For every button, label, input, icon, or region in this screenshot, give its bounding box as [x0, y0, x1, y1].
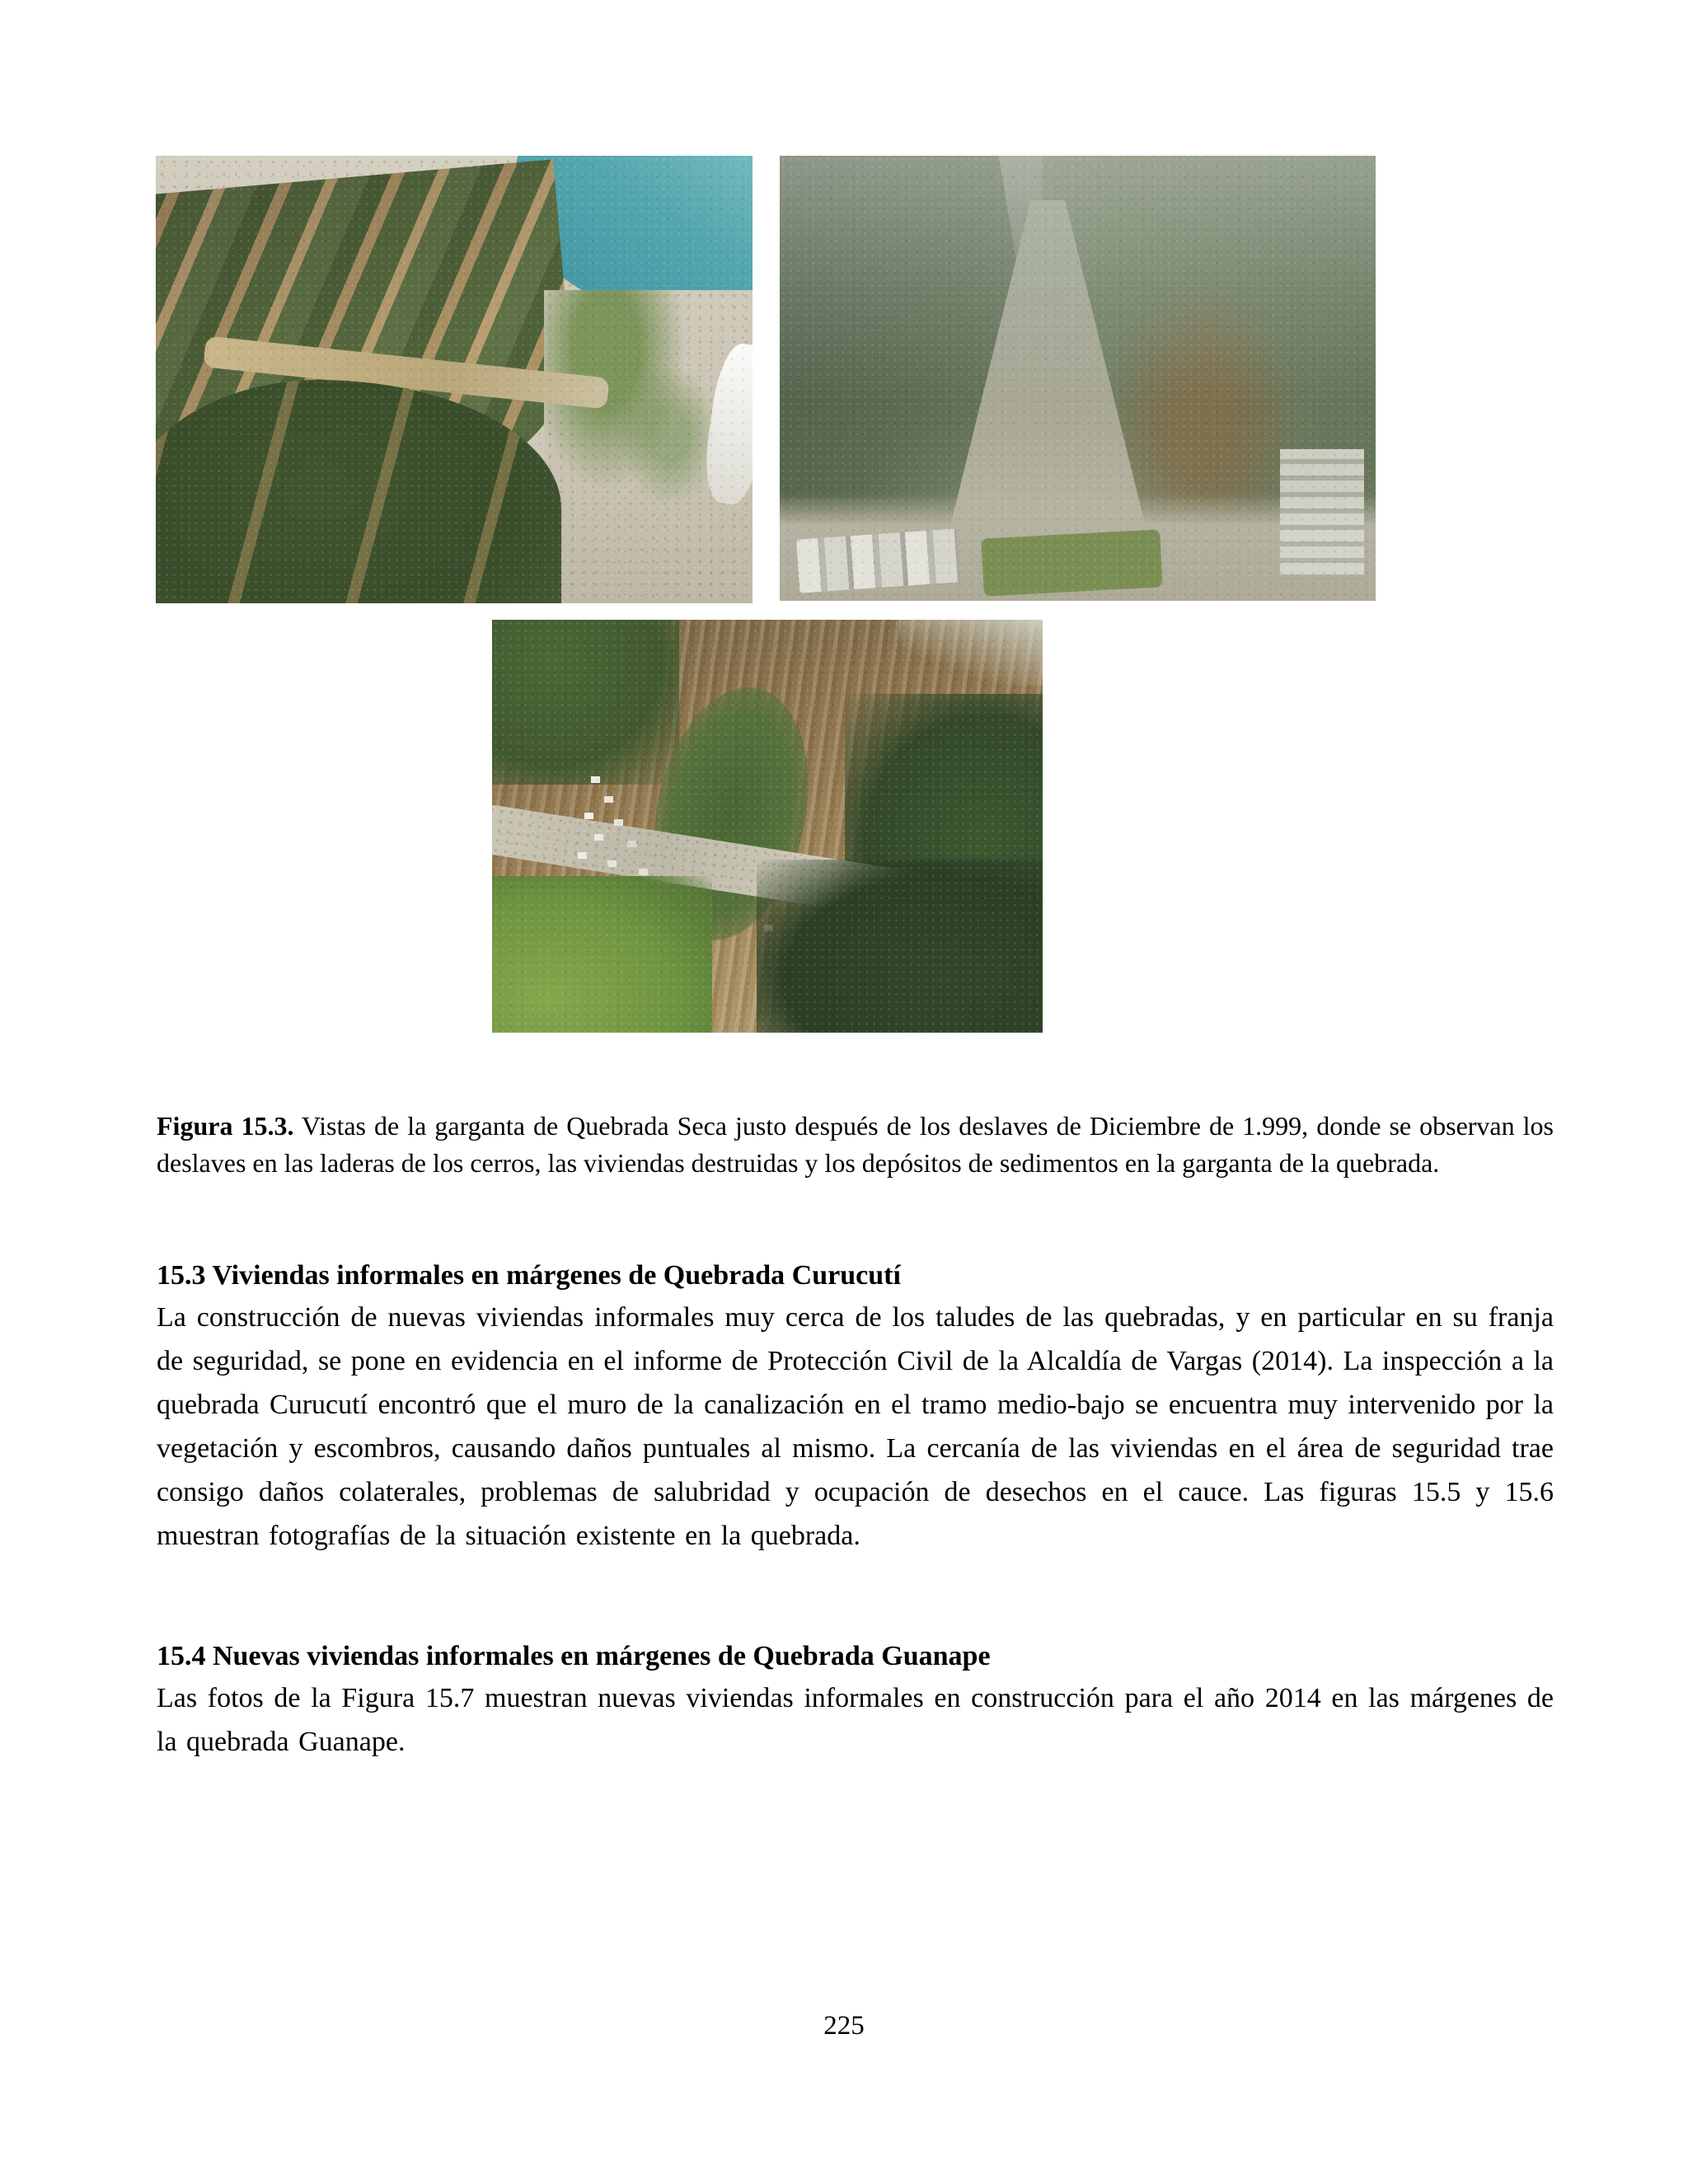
photo3-texture [492, 620, 1043, 1033]
figure-caption [157, 1108, 1554, 1182]
photo2-texture [780, 156, 1376, 601]
photo1-texture [156, 156, 753, 603]
page-number: 225 [823, 2011, 865, 2041]
aerial-photo-gorge-destruction [492, 620, 1043, 1033]
aerial-photo-coastal-landslides [156, 156, 753, 603]
figure-caption-text: Vistas de la garganta de Quebrada Seca justo después de los deslaves de Diciembre de 1.999, donde se observan los deslaves en las laderas de los cerros, las viviendas destruidas y los depósitos de sedimentos en la garganta de la quebrada. [157, 1111, 1554, 1178]
section-15-4-heading: 15.4 Nuevas viviendas informales en márgenes de Quebrada Guanape [157, 1641, 991, 1671]
section-15-3-body: La construcción de nuevas viviendas informales muy cerca de los taludes de las quebradas, y en particular en su franja de seguridad, se pone en evidencia en el informe de Protección Civil de la Alcaldía de Vargas (2014). La inspección a la quebrada Curucutí encontró que el muro de la canalización en el tramo medio-bajo se encuentra muy intervenido por la vegetación y escombros, causando daños puntuales al mismo. La cercanía de las viviendas en el área de seguridad trae consigo daños colaterales, problemas de salubridad y ocupación de desechos en el cauce. Las figuras 15.5 y 15.6 muestran fotografías de la situación existente en la quebrada. [157, 1302, 1554, 1551]
section-15-4-body: Las fotos de la Figura 15.7 muestran nuevas viviendas informales en construcción para el año 2014 en las márgenes de la quebrada Guanape. [157, 1683, 1554, 1757]
section-15-3-heading: 15.3 Viviendas informales en márgenes de Quebrada Curucutí [157, 1260, 901, 1291]
figure-caption-label: Figura 15.3. [157, 1111, 294, 1141]
aerial-photo-valley-town [780, 156, 1376, 601]
